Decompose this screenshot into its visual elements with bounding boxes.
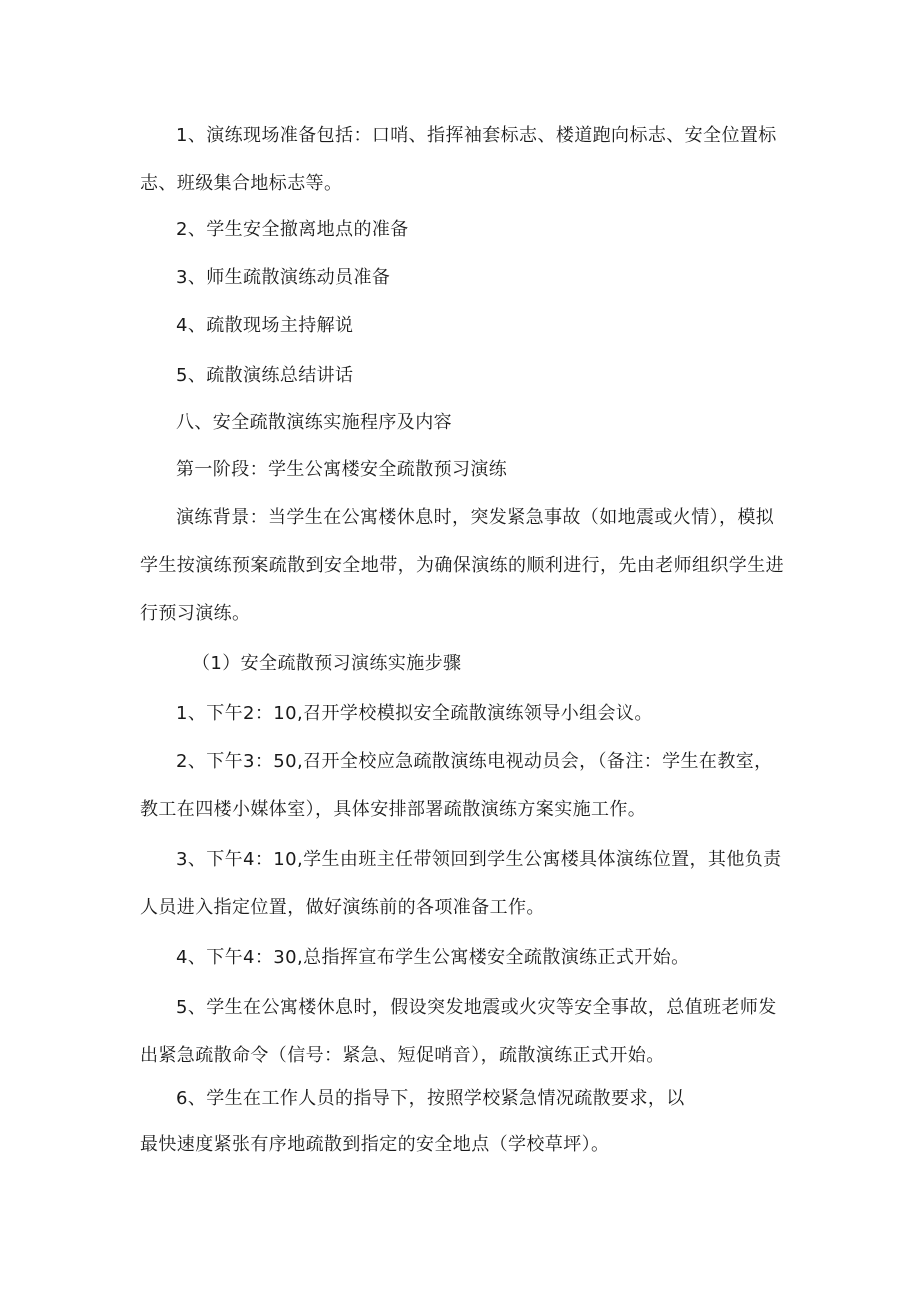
paragraph-mobilization: 3、师生疏散演练动员准备 [176, 267, 391, 288]
step-3: 3、下午4：10,学生由班主任带领回到学生公寓楼具体演练位置，其他负责人员进入指定位置，做好演练前的各项准备工作。 [140, 849, 782, 918]
phase-one-heading: 第一阶段：学生公寓楼安全疏散预习演练 [176, 459, 508, 480]
step-2: 2、下午3：50,召开全校应急疏散演练电视动员会，（备注：学生在教室，教工在四楼小媒体室），具体安排部署疏散演练方案实施工作。 [140, 751, 773, 820]
step-1: 1、下午2：10,召开学校模拟安全疏散演练领导小组会议。 [176, 703, 653, 724]
step-4: 4、下午4：30,总指挥宣布学生公寓楼安全疏散演练正式开始。 [176, 947, 690, 968]
paragraph-prep-items: 1、演练现场准备包括：口哨、指挥袖套标志、楼道跑向标志、安全位置标志、班级集合地标志等。 [140, 125, 777, 194]
step-5: 5、学生在公寓楼休息时，假设突发地震或火灾等安全事故，总值班老师发出紧急疏散命令（信号：紧急、短促哨音），疏散演练正式开始。 [140, 997, 777, 1066]
subheading-implementation-steps: （1）安全疏散预习演练实施步骤 [192, 653, 462, 674]
paragraph-summary-speech: 5、疏散演练总结讲话 [176, 365, 354, 386]
paragraph-drill-background: 演练背景：当学生在公寓楼休息时，突发紧急事故（如地震或火情），模拟学生按演练预案疏散到安全地带，为确保演练的顺利进行，先由老师组织学生进行预习演练。 [140, 507, 784, 624]
section-heading-eight: 八、安全疏散演练实施程序及内容 [176, 412, 452, 433]
paragraph-evacuation-site: 2、学生安全撤离地点的准备 [176, 219, 409, 240]
paragraph-commentary: 4、疏散现场主持解说 [176, 315, 354, 336]
step-6: 6、学生在工作人员的指导下，按照学校紧急情况疏散要求，以最快速度紧张有序地疏散到指定的安全地点（学校草坪）。 [140, 1088, 685, 1155]
